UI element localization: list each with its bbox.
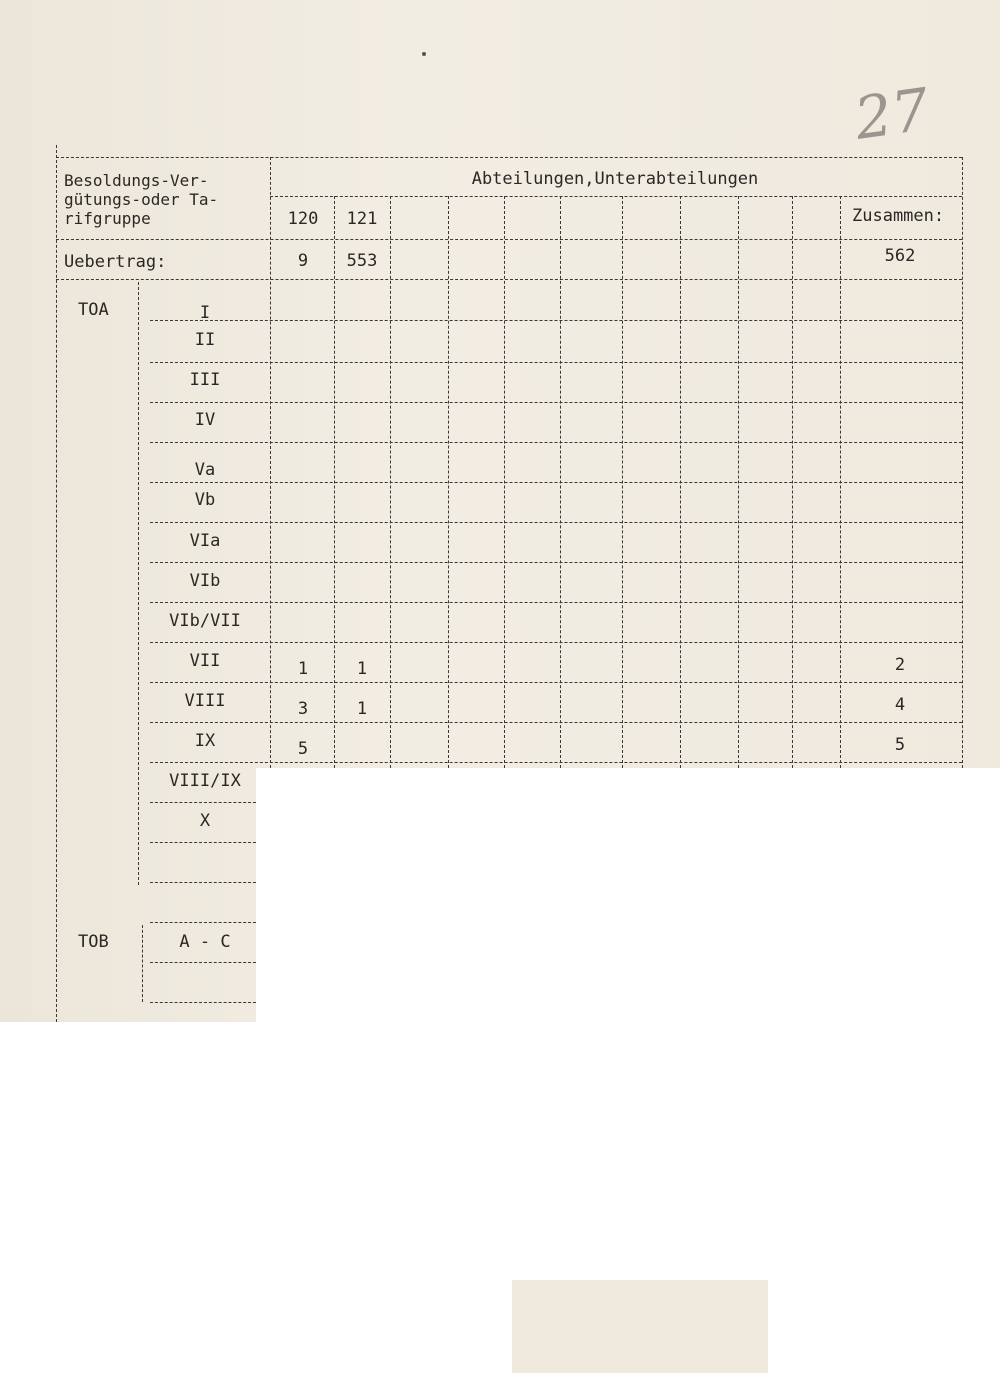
tob-label: TOB — [78, 932, 109, 952]
header-bottom-border — [56, 239, 962, 240]
toa-grade: VIII/IX — [169, 771, 241, 791]
toa-grade: Vb — [194, 490, 216, 510]
toa-value-total: 5 — [894, 735, 906, 755]
tob-grade: A - C — [179, 932, 231, 952]
toa-grade: IX — [194, 731, 216, 751]
toa-value-120: 3 — [297, 699, 309, 719]
col-header-total: Zusammen: — [852, 206, 945, 226]
toa-value-120: 1 — [297, 659, 309, 679]
toa-label: TOA — [78, 300, 109, 320]
column-divider — [448, 196, 449, 768]
carryover-120: 9 — [297, 251, 309, 271]
column-divider — [560, 196, 561, 768]
column-divider — [792, 196, 793, 768]
group-label-line1: Besoldungs-Ver- — [64, 171, 209, 190]
tob-row-divider — [150, 962, 256, 963]
carryover-total: 562 — [884, 246, 916, 266]
row-divider — [150, 802, 256, 803]
column-divider — [738, 196, 739, 768]
toa-grade: VIb — [189, 571, 221, 591]
group-column-border — [270, 157, 271, 768]
toa-value-total: 4 — [894, 695, 906, 715]
ink-speck — [422, 52, 426, 56]
col-header-121: 121 — [346, 209, 378, 229]
tob-row-divider — [150, 1002, 256, 1003]
toa-grade: IV — [194, 410, 216, 430]
tob-bracket — [142, 925, 143, 1002]
blank-area-lower — [0, 1022, 1000, 1373]
carryover-121: 553 — [346, 251, 378, 271]
total-column-border — [840, 196, 841, 768]
toa-grade: VIII — [184, 691, 226, 711]
column-divider — [622, 196, 623, 768]
row-divider — [150, 842, 256, 843]
toa-value-120: 5 — [297, 739, 309, 759]
page-number: 27 — [850, 75, 934, 153]
toa-grade: Va — [194, 460, 216, 480]
blank-area-right — [256, 768, 1000, 1028]
toa-grade: VII — [189, 651, 221, 671]
departments-label: Abteilungen,Unterabteilungen — [471, 169, 759, 189]
column-divider — [390, 196, 391, 768]
carryover-label: Uebertrag: — [64, 252, 167, 272]
table-top-border — [56, 157, 962, 158]
toa-value-121: 1 — [356, 699, 368, 719]
column-divider — [334, 196, 335, 768]
toa-grade: I — [199, 303, 211, 323]
toa-grade: VIa — [189, 531, 221, 551]
toa-bracket — [138, 282, 139, 885]
dept-header-divider — [270, 196, 962, 197]
table-left-border — [56, 145, 57, 1022]
paper-patch — [512, 1280, 768, 1373]
tob-top-divider — [150, 922, 256, 923]
toa-value-121: 1 — [356, 659, 368, 679]
toa-grade: VIb/VII — [169, 611, 241, 631]
group-label-line3: rifgruppe — [64, 209, 151, 228]
col-header-120: 120 — [287, 209, 319, 229]
column-divider — [680, 196, 681, 768]
column-divider — [504, 196, 505, 768]
row-divider — [150, 882, 256, 883]
toa-grade: III — [189, 370, 221, 390]
carryover-bottom-border — [56, 279, 962, 280]
group-label-line2: gütungs-oder Ta- — [64, 190, 219, 209]
toa-value-total: 2 — [894, 655, 906, 675]
toa-grade: X — [199, 811, 211, 831]
table-right-border — [962, 157, 963, 768]
toa-grade: II — [194, 330, 216, 350]
